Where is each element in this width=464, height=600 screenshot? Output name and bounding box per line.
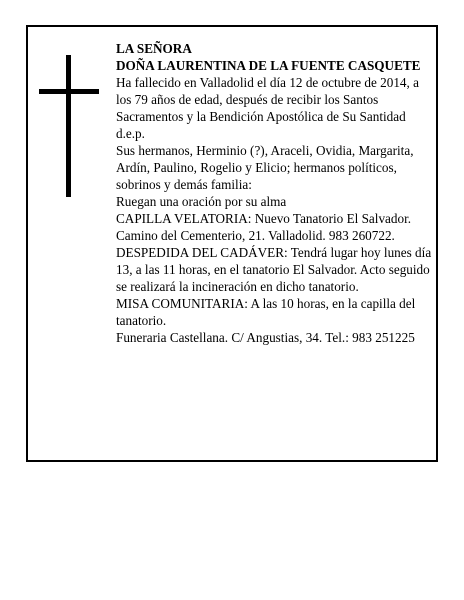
cross-icon <box>39 55 99 197</box>
cross-vertical-bar <box>66 55 71 197</box>
obituary-notice <box>26 25 438 462</box>
cross-horizontal-bar <box>39 89 99 94</box>
notice-text <box>116 40 432 346</box>
farewell-info: DESPEDIDA DEL CADÁVER: Tendrá lugar hoy lunes día 13, a las 11 horas, en el tanatorio El Salvador. Acto seguido se realizará la incineración en dicho tanatorio. <box>116 245 432 294</box>
prayer-request: Ruegan una oración por su alma <box>116 194 287 209</box>
mass-info: MISA COMUNITARIA: A las 10 horas, en la capilla del tanatorio. <box>116 296 416 328</box>
chapel-info: CAPILLA VELATORIA: Nuevo Tanatorio El Salvador. Camino del Cementerio, 21. Valladolid. 983 260722. <box>116 211 412 243</box>
rip-abbreviation: d.e.p. <box>116 126 145 141</box>
deceased-name: DOÑA LAURENTINA DE LA FUENTE CASQUETE <box>116 58 421 73</box>
family-list: Sus hermanos, Herminio (?), Araceli, Ovidia, Margarita, Ardín, Paulino, Rogelio y Elicio; hermanos políticos, sobrinos y demás familia: <box>116 143 414 192</box>
funeral-home-info: Funeraria Castellana. C/ Angustias, 34. Tel.: 983 251225 <box>116 330 415 345</box>
death-announcement: Ha fallecido en Valladolid el día 12 de octubre de 2014, a los 79 años de edad, después de recibir los Santos Sacramentos y la Bendición Apostólica de Su Santidad <box>116 75 419 124</box>
heading-title: LA SEÑORA <box>116 41 192 56</box>
